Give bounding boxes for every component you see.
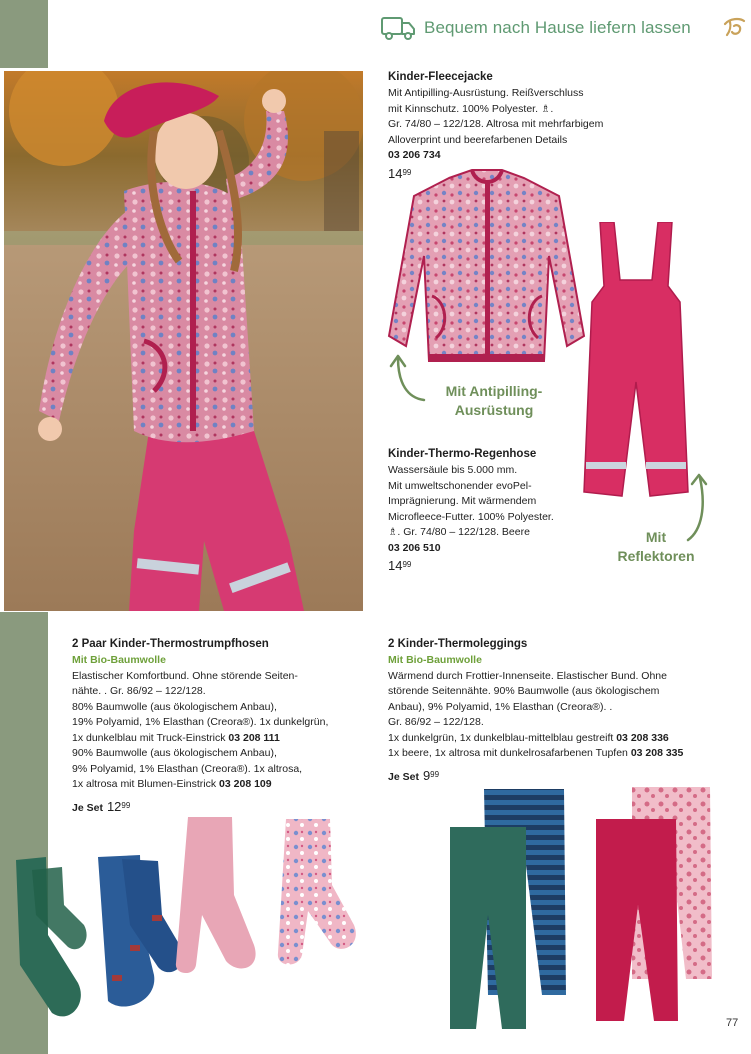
page-number: 77 xyxy=(726,1017,739,1029)
callout-antipilling-line2: Ausrüstung xyxy=(454,402,534,418)
wash-icon: ♗ xyxy=(388,526,398,538)
callout-antipilling-line1: Mit Antipilling- xyxy=(445,383,543,399)
product-title: Kinder-Thermo-Regenhose xyxy=(388,448,537,460)
product-desc-text: mit Kinnschutz. 100% Polyester. xyxy=(388,102,541,115)
tights-images xyxy=(12,815,362,1030)
set-label: Je Set xyxy=(72,801,103,814)
delivery-text: Bequem nach Hause liefern lassen xyxy=(424,18,691,37)
article-number: 03 208 335 xyxy=(630,747,684,759)
article-number: 03 208 111 xyxy=(228,731,280,744)
price-main: 14 xyxy=(388,165,403,181)
product-desc-line: Wärmend durch Frottier-Innenseite. Elastischer Bund. Ohne xyxy=(388,669,667,682)
product-photo-girl xyxy=(4,71,363,611)
product-desc-line: Alloverprint und beerefarbenen Details xyxy=(388,133,568,146)
product-title: 2 Kinder-Thermoleggings xyxy=(388,638,528,650)
price xyxy=(388,768,738,786)
product-leggings xyxy=(388,636,738,785)
product-subtitle: Mit Bio-Baumwolle xyxy=(72,654,166,666)
delivery-banner[interactable] xyxy=(380,14,691,42)
set-label: Je Set xyxy=(388,770,419,783)
product-desc-line: Anbau), 9% Polyamid, 1% Elasthan (Creora®). . xyxy=(388,700,613,713)
product-title: 2 Paar Kinder-Thermostrumpfhosen xyxy=(72,638,269,650)
product-desc-line xyxy=(388,746,738,762)
price-main: 12 xyxy=(106,798,122,814)
price-cents: 99 xyxy=(402,560,412,569)
product-desc-line: 90% Baumwolle (aus ökologischem Anbau), xyxy=(72,747,277,759)
product-desc-line: mit Kinnschutz. 100% Polyester. ♗. xyxy=(388,102,554,115)
product-desc-line: 80% Baumwolle (aus ökologischem Anbau), xyxy=(72,700,277,713)
fleece-jacket-image xyxy=(384,166,590,366)
product-rain-pants xyxy=(388,446,598,574)
article-number: 03 206 510 xyxy=(388,541,441,554)
product-desc-text: 1x altrosa mit Blumen-Einstrick xyxy=(72,778,220,790)
leggings-images xyxy=(446,785,718,1033)
product-desc-line: nähte. . Gr. 86/92 – 122/128. xyxy=(72,685,206,697)
product-desc-line: Gr. 86/92 – 122/128. xyxy=(388,716,484,728)
product-desc-line xyxy=(388,525,598,541)
callout-antipilling xyxy=(420,382,568,420)
price xyxy=(388,166,668,182)
price xyxy=(72,799,372,817)
wash-icon: ♗ xyxy=(540,102,551,115)
product-desc-text: 1x dunkelblau mit Truck-Einstrick xyxy=(72,731,229,744)
price xyxy=(388,558,598,574)
product-desc-text: . Gr. 74/80 – 122/128. Beere xyxy=(397,526,530,538)
article-number: 03 208 109 xyxy=(219,778,272,790)
product-desc-text: 1x dunkelgrün, 1x dunkelblau-mittelblau gestreift xyxy=(388,731,617,744)
price-cents: 99 xyxy=(402,167,412,177)
article-number: 03 208 336 xyxy=(616,731,669,744)
product-fleece-jacket xyxy=(388,69,668,181)
price-main: 9 xyxy=(422,767,431,783)
product-desc-line: störende Seitennähte. 90% Baumwolle (aus ökologischem xyxy=(388,685,660,697)
product-subtitle: Mit Bio-Baumwolle xyxy=(388,654,482,666)
product-desc-text: 1x beere, 1x altrosa mit dunkelrosafarbenen Tupfen xyxy=(388,747,631,759)
article-number: 03 206 734 xyxy=(388,149,441,161)
product-desc-line xyxy=(72,731,372,747)
tchibo-logo xyxy=(722,16,746,38)
price-cents: 99 xyxy=(121,800,131,810)
price-cents: 99 xyxy=(430,769,440,779)
green-strip-top xyxy=(0,0,48,68)
price-main: 14 xyxy=(388,558,403,573)
product-desc-line: Elastischer Komfortbund. Ohne störende Seiten- xyxy=(72,669,298,682)
product-desc-line: Microfleece-Futter. 100% Polyester. xyxy=(388,510,554,523)
callout-reflektoren xyxy=(600,528,712,566)
callout-reflektoren-line1: Mit xyxy=(645,529,667,545)
callout-reflektoren-line2: Reflektoren xyxy=(617,548,695,564)
product-tights xyxy=(72,636,372,816)
product-desc-line xyxy=(388,731,738,747)
product-desc-line: 9% Polyamid, 1% Elasthan (Creora®). 1x altrosa, xyxy=(72,762,303,775)
product-desc-line: Imprägnierung. Mit wärmendem xyxy=(388,495,537,507)
product-title: Kinder-Fleecejacke xyxy=(388,71,493,83)
product-desc-line: Mit umweltschonender evoPel- xyxy=(388,479,532,492)
product-desc-line: 19% Polyamid, 1% Elasthan (Creora®). 1x dunkelgrün, xyxy=(72,716,329,728)
product-desc-line xyxy=(72,777,372,793)
truck-icon xyxy=(380,14,416,42)
product-desc-line: Wassersäule bis 5.000 mm. xyxy=(388,464,518,476)
product-desc-line: Gr. 74/80 – 122/128. Altrosa mit mehrfarbigem xyxy=(388,118,604,130)
product-desc-line: Mit Antipilling-Ausrüstung. Reißverschluss xyxy=(388,87,584,99)
